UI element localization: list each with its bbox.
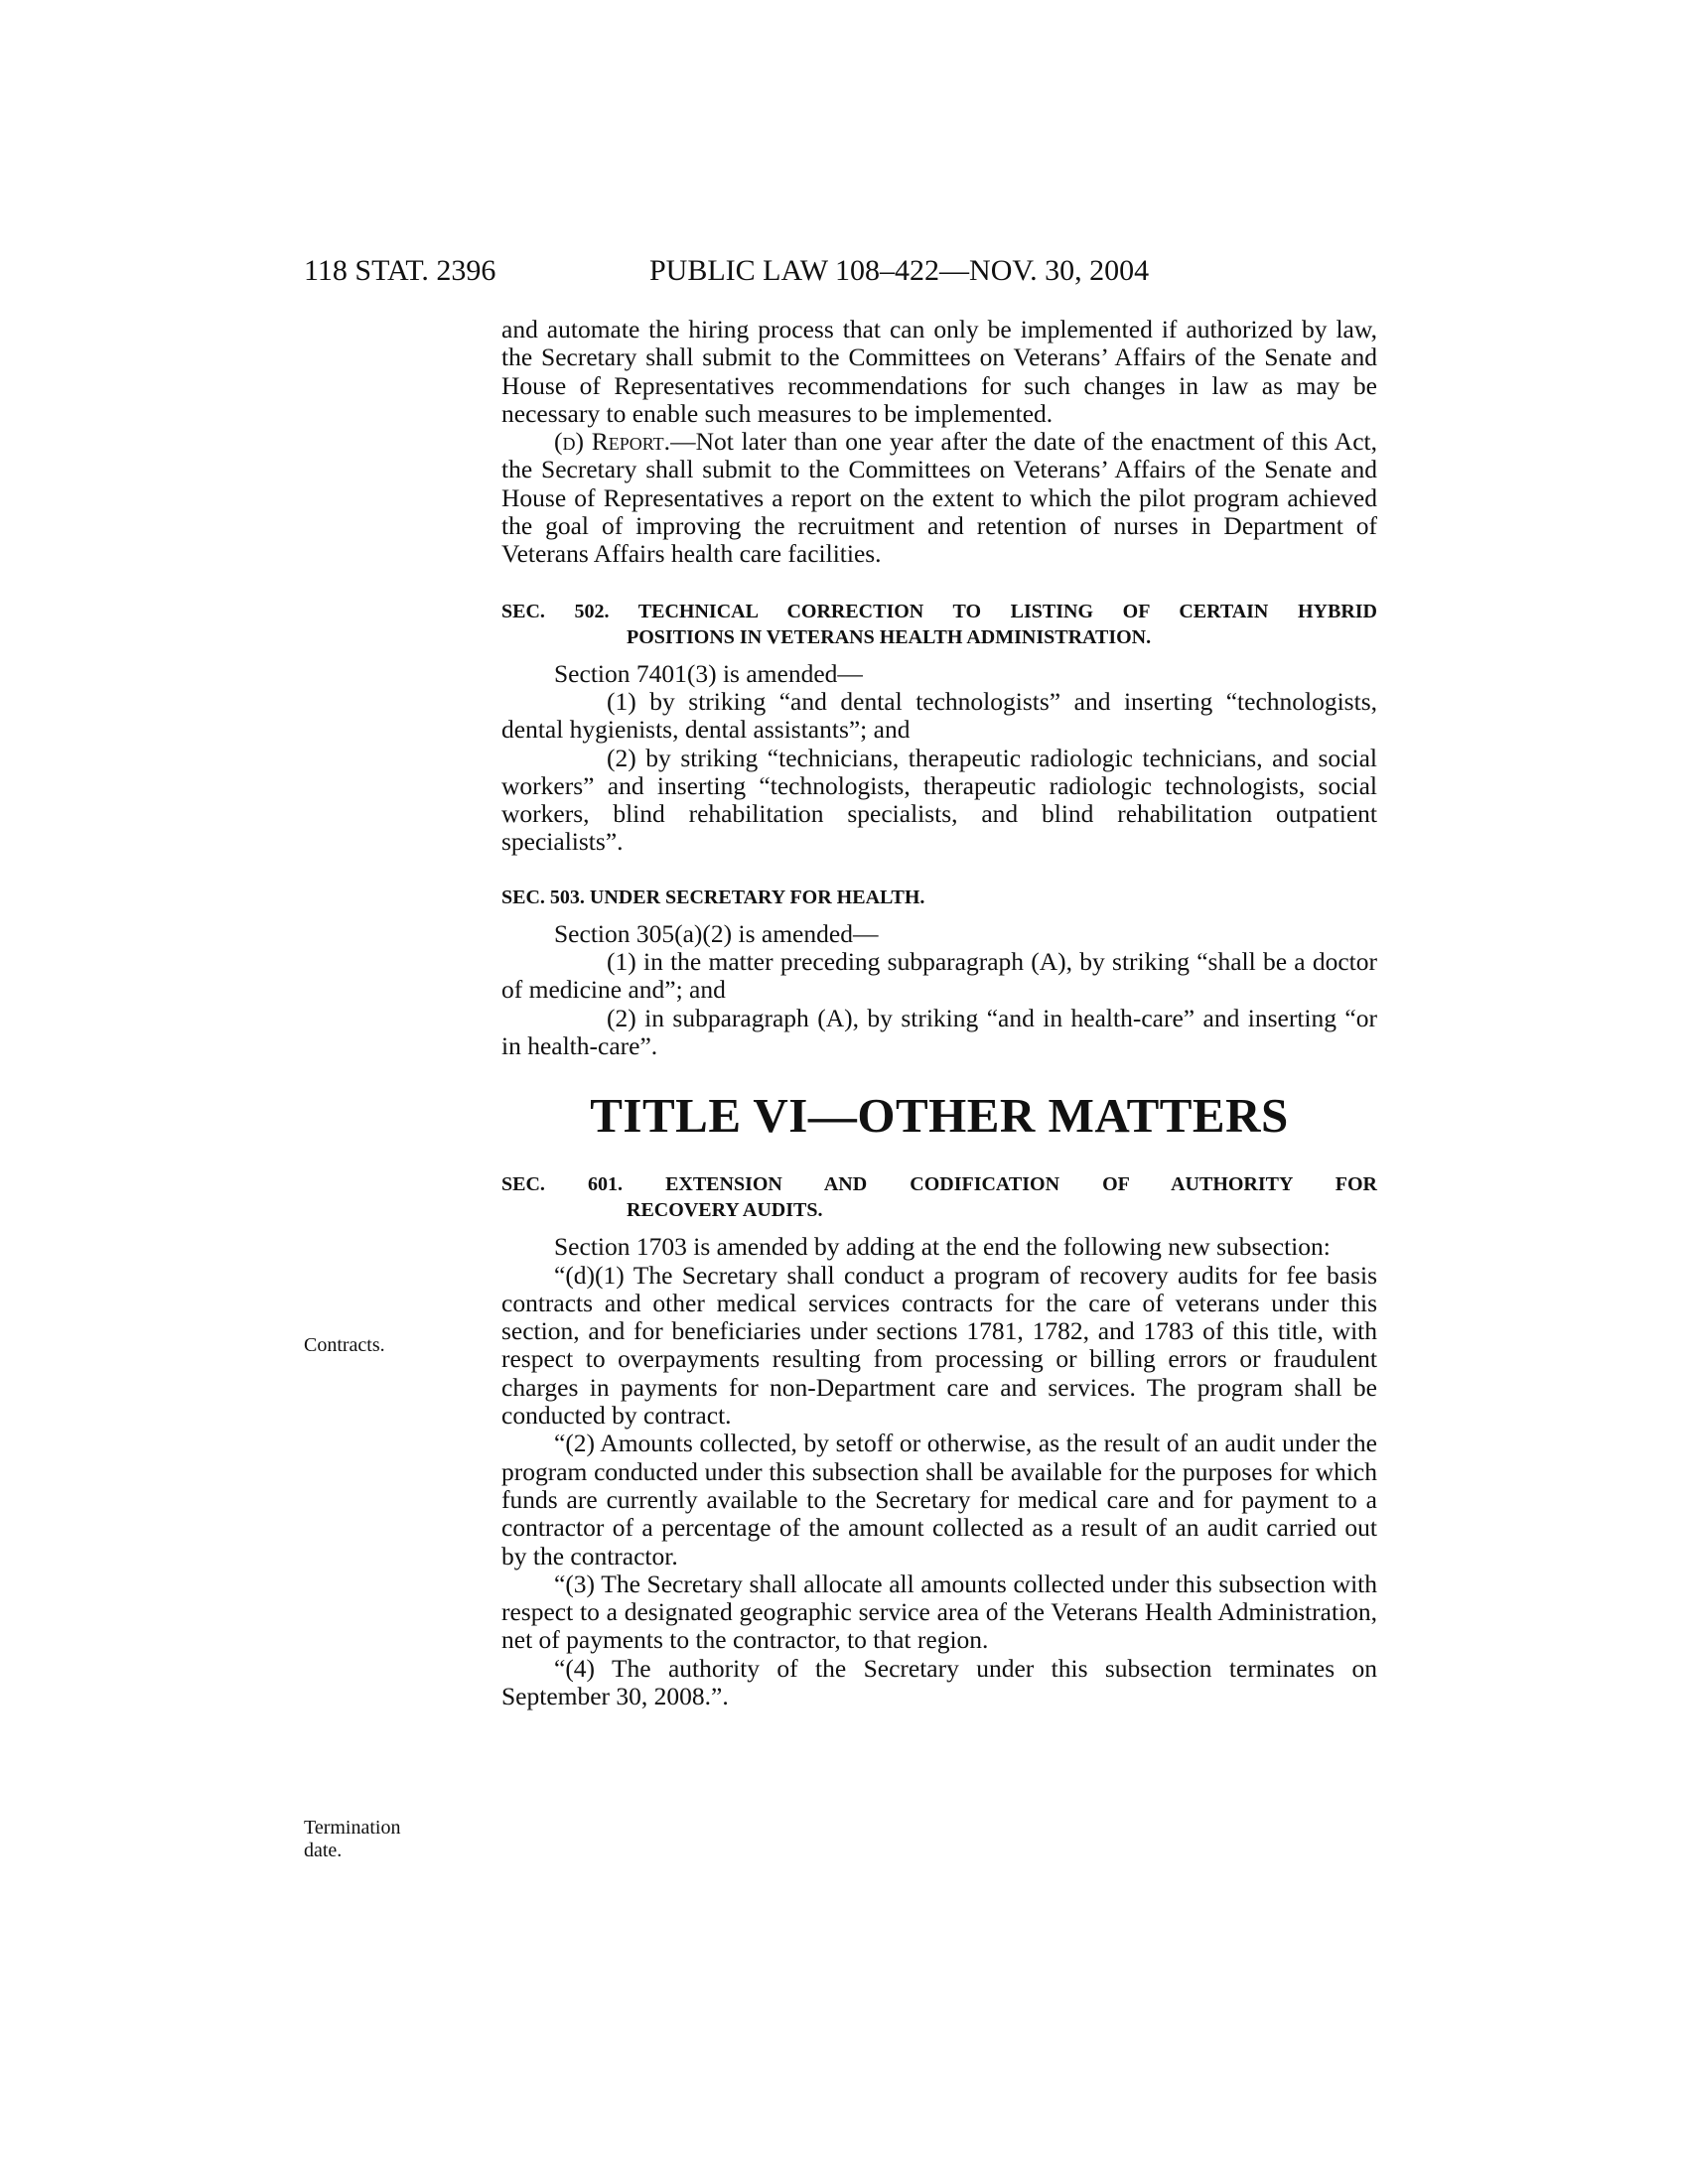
section-503-item-2: (2) in subparagraph (A), by striking “and in health-care” and inserting “or in health-care”. <box>501 1003 1377 1060</box>
section-601-subsection-d1: “(d)(1) The Secretary shall conduct a program of recovery audits for fee basis contracts and other medical services contracts for the care of veterans under this section, and for beneficiaries under sections 1781, 1782, and 1783 of this title, with respect to overpayments resulting from processing or billing errors or fraudulent charges in payments for non-Department care and services. The program shall be conducted by contract. <box>501 1260 1377 1431</box>
margin-note-termination-date: Termination date. <box>304 1817 401 1861</box>
section-601-subsection-d2: “(2) Amounts collected, by setoff or otherwise, as the result of an audit under the program conducted under this subsection shall be available for the purposes for which funds are currently available to the Secretary for medical care and for payment to a contractor of a percentage of the amount collected as a result of an audit carried out by the contractor. <box>501 1429 1377 1570</box>
section-502-intro: Section 7401(3) is amended— <box>554 658 863 688</box>
report-paragraph <box>501 428 1377 568</box>
section-503-heading-text: SEC. 503. UNDER SECRETARY FOR HEALTH. <box>501 886 925 908</box>
continued-paragraph: and automate the hiring process that can only be implemented if authorized by law, the Secretary shall submit to the Committees on Veterans’ Affairs of the Senate and House of Representatives recommendations for such changes in law as may be necessary to enable such measures to be implemented. <box>501 315 1377 428</box>
section-502-heading <box>501 599 1377 650</box>
section-601-subsection-d4: “(4) The authority of the Secretary under this subsection terminates on September 30, 2008.”. <box>501 1653 1377 1710</box>
section-601-intro: Section 1703 is amended by adding at the end the following new subsection: <box>554 1232 1331 1262</box>
report-text: —Not later than one year after the date of the enactment of this Act, the Secretary shall submit to the Committees on Veterans’ Affairs of the Senate and House of Representatives a report on the extent to which the pilot program achieved the goal of improving the recruitment and retention of nurses in Department of Veterans Affairs health care facilities. <box>501 427 1377 569</box>
report-label: (d) Report. <box>554 427 671 457</box>
public-law-reference: PUBLIC LAW 108–422—NOV. 30, 2004 <box>649 254 1150 287</box>
stat-reference: 118 STAT. 2396 <box>304 254 496 287</box>
section-601-heading <box>501 1171 1377 1223</box>
section-503-item-1: (1) in the matter preceding subparagraph (A), by striking “shall be a doctor of medicine and”; and <box>501 947 1377 1005</box>
section-503-intro: Section 305(a)(2) is amended— <box>554 918 879 948</box>
section-502-item-1: (1) by striking “and dental technologists” and inserting “technologists, dental hygienists, dental assistants”; and <box>501 686 1377 745</box>
section-502-heading-line1: SEC. 502. TECHNICAL CORRECTION TO LISTING OF CERTAIN HYBRID <box>501 600 1377 622</box>
section-502-heading-line2: POSITIONS IN VETERANS HEALTH ADMINISTRATION. <box>627 625 1152 648</box>
title-heading: TITLE VI—OTHER MATTERS <box>590 1088 1289 1144</box>
section-601-heading-line1: SEC. 601. EXTENSION AND CODIFICATION OF AUTHORITY FOR <box>501 1173 1377 1196</box>
section-503-heading <box>501 885 1377 910</box>
section-601-subsection-d3: “(3) The Secretary shall allocate all amounts collected under this subsection with respect to a designated geographic service area of the Veterans Health Administration, net of payments to the contractor, to that region. <box>501 1569 1377 1655</box>
section-502-item-2: (2) by striking “technicians, therapeutic radiologic technicians, and social workers” and inserting “technologists, therapeutic radiologic technologists, social workers, blind rehabilitation specialists, and blind rehabilitation outpatient specialists”. <box>501 743 1377 857</box>
body-text <box>501 316 1377 1710</box>
page-header <box>304 251 1217 291</box>
margin-note-contracts: Contracts. <box>304 1334 385 1356</box>
section-601-heading-line2: RECOVERY AUDITS. <box>627 1199 823 1222</box>
